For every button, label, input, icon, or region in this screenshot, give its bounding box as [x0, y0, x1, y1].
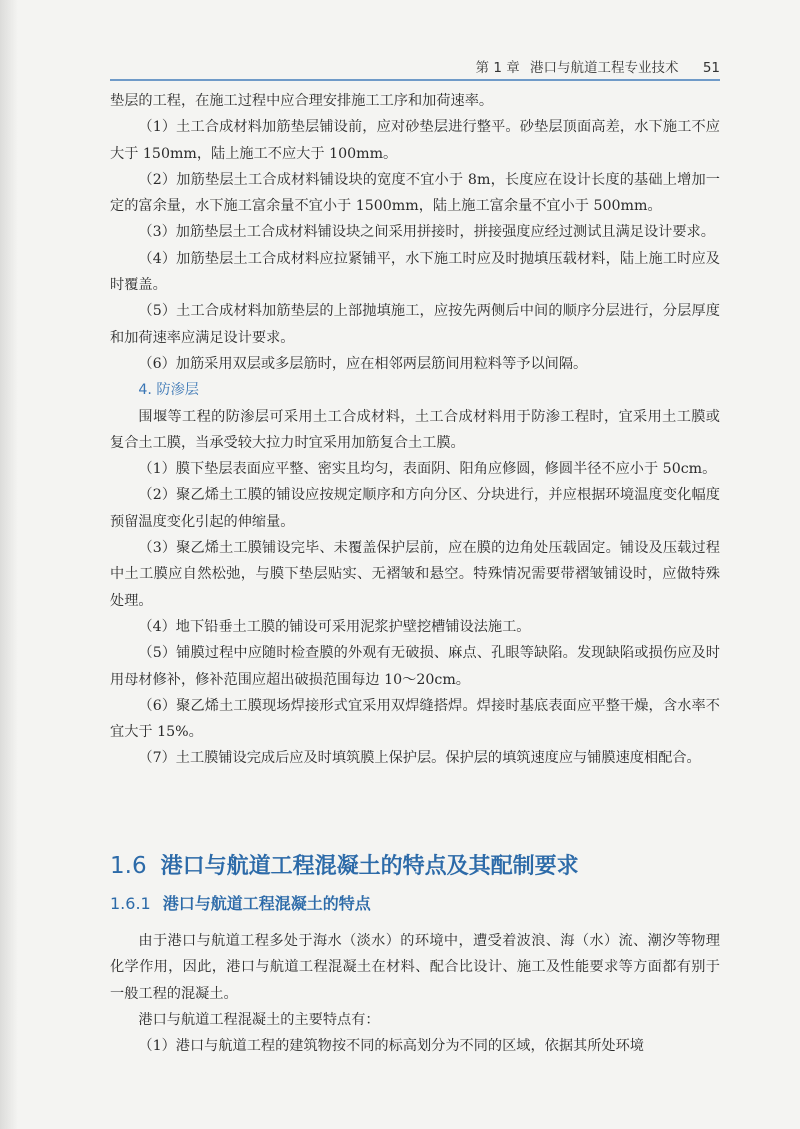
body-text-bottom: [110, 928, 720, 1059]
header-chapter: 第 1 章: [475, 60, 520, 76]
paragraph: （5）铺膜过程中应随时检查膜的外观有无破损、麻点、孔眼等缺陷。发现缺陷或损伤应及时用母材修补，修补范围应超出破损范围每边 10～20cm。: [110, 645, 720, 688]
subsection-heading-seepage-layer: 4. 防渗层: [138, 382, 199, 399]
subsection-title: 港口与航道工程混凝土的特点: [162, 894, 371, 913]
paragraph: （2）聚乙烯土工膜的铺设应按规定顺序和方向分区、分块进行，并应根据环境温度变化幅度预留温度变化引起的伸缩量。: [110, 487, 720, 530]
page-binding-shadow: [0, 0, 18, 1129]
page-number: 51: [702, 60, 720, 76]
paragraph: （6）加筋采用双层或多层筋时，应在相邻两层筋间用粒料等予以间隔。: [138, 355, 588, 372]
paragraph: （1）土工合成材料加筋垫层铺设前，应对砂垫层进行整平。砂垫层顶面高差，水下施工不应大于 150mm，陆上施工不应大于 100mm。: [110, 119, 720, 162]
paragraph: （5）土工合成材料加筋垫层的上部抛填施工，应按先两侧后中间的顺序分层进行，分层厚度和加荷速率应满足设计要求。: [110, 303, 720, 346]
subsection-heading-1-6-1: [110, 889, 720, 919]
header-chapter-title: 港口与航道工程专业技术: [530, 60, 679, 76]
paragraph: （3）加筋垫层土工合成材料铺设块之间采用拼接时，拼接强度应经过测试且满足设计要求。: [138, 224, 715, 241]
paragraph: （7）土工膜铺设完成后应及时填筑膜上保护层。保护层的填筑速度应与铺膜速度相配合。: [138, 750, 701, 767]
paragraph: 围堰等工程的防渗层可采用土工合成材料，土工合成材料用于防渗工程时，宜采用土工膜或复合土工膜，当承受较大拉力时宜采用加筋复合土工膜。: [110, 408, 720, 451]
subsection-number: 1.6.1: [110, 894, 151, 913]
paragraph: （3）聚乙烯土工膜铺设完毕、未覆盖保护层前，应在膜的边角处压载固定。铺设及压载过程中土工膜应自然松弛，与膜下垫层贴实、无褶皱和悬空。特殊情况需要带褶皱铺设时，应做特殊处理。: [110, 540, 720, 609]
paragraph: 由于港口与航道工程多处于海水（淡水）的环境中，遭受着波浪、海（水）流、潮汐等物理化学作用，因此，港口与航道工程混凝土在材料、配合比设计、施工及性能要求等方面都有别于一般工程的混凝土。: [110, 933, 720, 1002]
section-number: 1.6: [110, 853, 147, 879]
paragraph: （2）加筋垫层土工合成材料铺设块的宽度不宜小于 8m，长度应在设计长度的基础上增加一定的富余量，水下施工富余量不宜小于 1500mm，陆上施工富余量不宜小于 500mm。: [110, 171, 720, 215]
body-text-top: [110, 88, 720, 772]
paragraph: （6）聚乙烯土工膜现场焊接形式宜采用双焊缝搭焊。焊接时基底表面应平整干燥，含水率不宜大于 15%。: [110, 697, 720, 741]
paragraph: （4）加筋垫层土工合成材料应拉紧铺平，水下施工时应及时抛填压载材料，陆上施工时应及时覆盖。: [110, 250, 720, 294]
paragraph: （4）地下铅垂土工膜的铺设可采用泥浆护壁挖槽铺设法施工。: [138, 618, 531, 635]
paragraph: 垫层的工程，在施工过程中应合理安排施工工序和加荷速率。: [110, 93, 494, 109]
paragraph: （1）港口与航道工程的建筑物按不同的标高划分为不同的区域，依据其所处环境: [138, 1038, 644, 1055]
header-rule: [110, 79, 720, 81]
running-header: [110, 56, 720, 78]
section-title: 港口与航道工程混凝土的特点及其配制要求: [160, 854, 579, 879]
paragraph: 港口与航道工程混凝土的主要特点有：: [138, 1011, 380, 1028]
section-heading-1-6: [110, 846, 720, 887]
paragraph: （1）膜下垫层表面应平整、密实且均匀，表面阴、阳角应修圆，修圆半径不应小于 50cm。: [138, 461, 717, 478]
